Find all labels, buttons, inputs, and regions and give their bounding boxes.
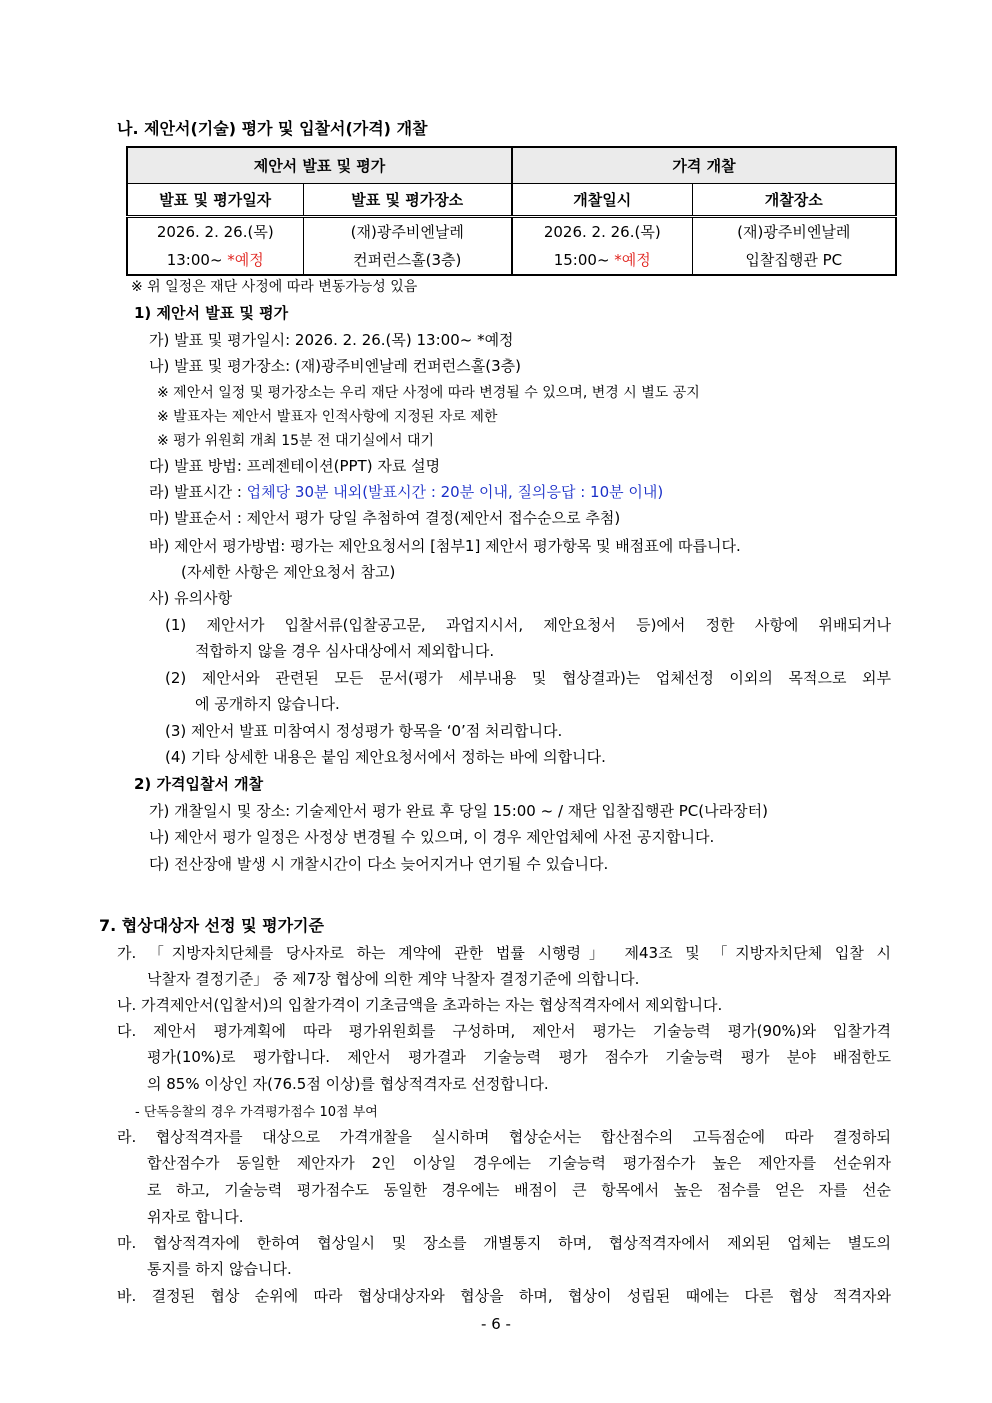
cell-place-line1: (재)광주비엔날레: [350, 223, 464, 241]
page-number: - 6 -: [481, 1315, 511, 1333]
cell-open-tentative-note: *예정: [614, 251, 651, 269]
paragraph: 바. 결정된 협상 순위에 따라 협상대상자와 협상을 하며, 협상이 성립된 때에는 다른 협상 적격자와: [117, 1287, 891, 1305]
list-item: 가) 발표 및 평가일시: 2026. 2. 26.(목) 13:00~ *예정: [149, 331, 514, 349]
cell-open-time: 15:00~: [553, 251, 615, 269]
caution-item: (4) 기타 상세한 내용은 붙임 제안요청서에서 정하는 바에 의합니다.: [165, 748, 606, 766]
paragraph-cont: 의 85% 이상인 자(76.5점 이상)를 협상적격자로 선정합니다.: [147, 1075, 549, 1093]
cell-open-time-line: [513, 246, 692, 274]
caution-item: (1) 제안서가 입찰서류(입찰공고문, 과업지시서, 제안요청서 등)에서 정한 사항에 위배되거나: [165, 616, 891, 634]
time-label: 라) 발표시간 :: [149, 483, 247, 501]
time-detail: 업체당 30분 내외(발표시간 : 20분 이내, 질의응답 : 10분 이내): [246, 483, 664, 501]
list-item: 나) 제안서 평가 일정은 사정상 변경될 수 있으며, 이 경우 제안업체에 사전 공지합니다.: [149, 828, 715, 846]
cell-place-line2: 컨퍼런스홀(3층): [353, 251, 462, 269]
paragraph: 다. 제안서 평가계획에 따라 평가위원회를 구성하며, 제안서 평가는 기술능력 평가(90%)와 입찰가격: [117, 1022, 891, 1040]
list-item-time: [149, 481, 663, 502]
table-group-price: 가격 개찰: [512, 147, 896, 184]
list-item: 마) 발표순서 : 제안서 평가 당일 추첨하여 결정(제안서 접수순으로 추첨): [149, 509, 621, 527]
cell-open-place-line2: 입찰집행관 PC: [745, 251, 843, 269]
caution-item-cont: 적합하지 않을 경우 심사대상에서 제외합니다.: [195, 642, 495, 660]
paragraph-cont: 통지를 하지 않습니다.: [147, 1260, 292, 1278]
cell-time-line: [128, 246, 303, 274]
list-item: 사) 유의사항: [149, 589, 233, 607]
list-item: 다) 발표 방법: 프레젠테이션(PPT) 자료 설명: [149, 457, 441, 475]
cell-tentative-note: *예정: [227, 251, 264, 269]
table-cell-place: [303, 217, 512, 276]
subsection-title-presentation: 1) 제안서 발표 및 평가: [134, 304, 289, 322]
paragraph-cont: 로 하고, 기술능력 평가점수도 동일한 경우에는 배점이 큰 항목에서 높은 점수를 얻은 자를 선순: [147, 1181, 891, 1199]
section-title: 나. 제안서(기술) 평가 및 입찰서(가격) 개찰: [117, 119, 428, 138]
cell-date-line: 2026. 2. 26.(목): [156, 223, 274, 241]
caution-item: (2) 제안서와 관련된 모든 문서(평가 세부내용 및 협상결과)는 업체선정 이외의 목적으로 외부: [165, 669, 891, 687]
list-item-cont: (자세한 사항은 제안요청서 참고): [181, 563, 396, 581]
list-item: 가) 개찰일시 및 장소: 기술제안서 평가 완료 후 당일 15:00 ~ / 재단 입찰집행관 PC(나라장터): [149, 802, 768, 820]
paragraph: 가. 「지방자치단체를 당사자로 하는 계약에 관한 법률 시행령」 제43조 및 「지방자치단체 입찰 시: [117, 944, 891, 962]
cell-open-date-line: 2026. 2. 26.(목): [543, 223, 661, 241]
note-item: ※ 발표자는 제안서 발표자 인적사항에 지정된 자로 제한: [157, 409, 498, 425]
list-item: 나) 발표 및 평가장소: (재)광주비엔날레 컨퍼런스홀(3층): [149, 357, 521, 375]
table-group-proposal: 제안서 발표 및 평가: [127, 147, 512, 184]
note-item: ※ 제안서 일정 및 평가장소는 우리 재단 사정에 따라 변경될 수 있으며, 변경 시 별도 공지: [157, 385, 700, 401]
table-cell-date: [127, 217, 303, 276]
paragraph: 라. 협상적격자를 대상으로 가격개찰을 실시하며 협상순서는 합산점수의 고득점순에 따라 결정하되: [117, 1128, 891, 1146]
table-header-place: 발표 및 평가장소: [303, 184, 512, 217]
paragraph-cont: 낙찰자 결정기준」 중 제7장 협상에 의한 계약 낙찰자 결정기준에 의합니다.: [147, 970, 640, 988]
section-title-7: 7. 협상대상자 선정 및 평가기준: [99, 916, 324, 935]
caution-item: (3) 제안서 발표 미참여시 정성평가 항목을 ‘0’점 처리합니다.: [165, 722, 563, 740]
subsection-title-price: 2) 가격입찰서 개찰: [134, 775, 264, 793]
paragraph-cont: 평가(10%)로 평가합니다. 제안서 평가결과 기술능력 평가 점수가 기술능력 평가 분야 배점한도: [147, 1048, 891, 1066]
table-header-date: 발표 및 평가일자: [127, 184, 303, 217]
table-cell-open-date: [512, 217, 692, 276]
list-item: 다) 전산장애 발생 시 개찰시간이 다소 늦어지거나 연기될 수 있습니다.: [149, 855, 609, 873]
paragraph-note: - 단독응찰의 경우 가격평가점수 10점 부여: [135, 1105, 378, 1120]
table-header-open-place: 개찰장소: [692, 184, 896, 217]
caution-item-cont: 에 공개하지 않습니다.: [195, 695, 340, 713]
cell-open-place-line1: (재)광주비엔날레: [737, 223, 851, 241]
cell-time: 13:00~: [166, 251, 228, 269]
paragraph: 마. 협상적격자에 한하여 협상일시 및 장소를 개별통지 하며, 협상적격자에서 제외된 업체는 별도의: [117, 1234, 891, 1252]
paragraph: 나. 가격제안서(입찰서)의 입찰가격이 기초금액을 초과하는 자는 협상적격자에서 제외합니다.: [117, 996, 723, 1014]
note-item: ※ 평가 위원회 개최 15분 전 대기실에서 대기: [157, 433, 435, 449]
table-header-open-date: 개찰일시: [512, 184, 692, 217]
table-note: ※ 위 일정은 재단 사정에 따라 변동가능성 있음: [131, 279, 418, 295]
paragraph-cont: 위자로 합니다.: [147, 1208, 244, 1226]
list-item: 바) 제안서 평가방법: 평가는 제안요청서의 [첨부1] 제안서 평가항목 및 배점표에 따릅니다.: [149, 537, 741, 555]
paragraph-cont: 합산점수가 동일한 제안자가 2인 이상일 경우에는 기술능력 평가점수가 높은 제안자를 선순위자: [147, 1154, 891, 1172]
table-cell-open-place: [692, 217, 896, 276]
schedule-table: [126, 146, 897, 276]
